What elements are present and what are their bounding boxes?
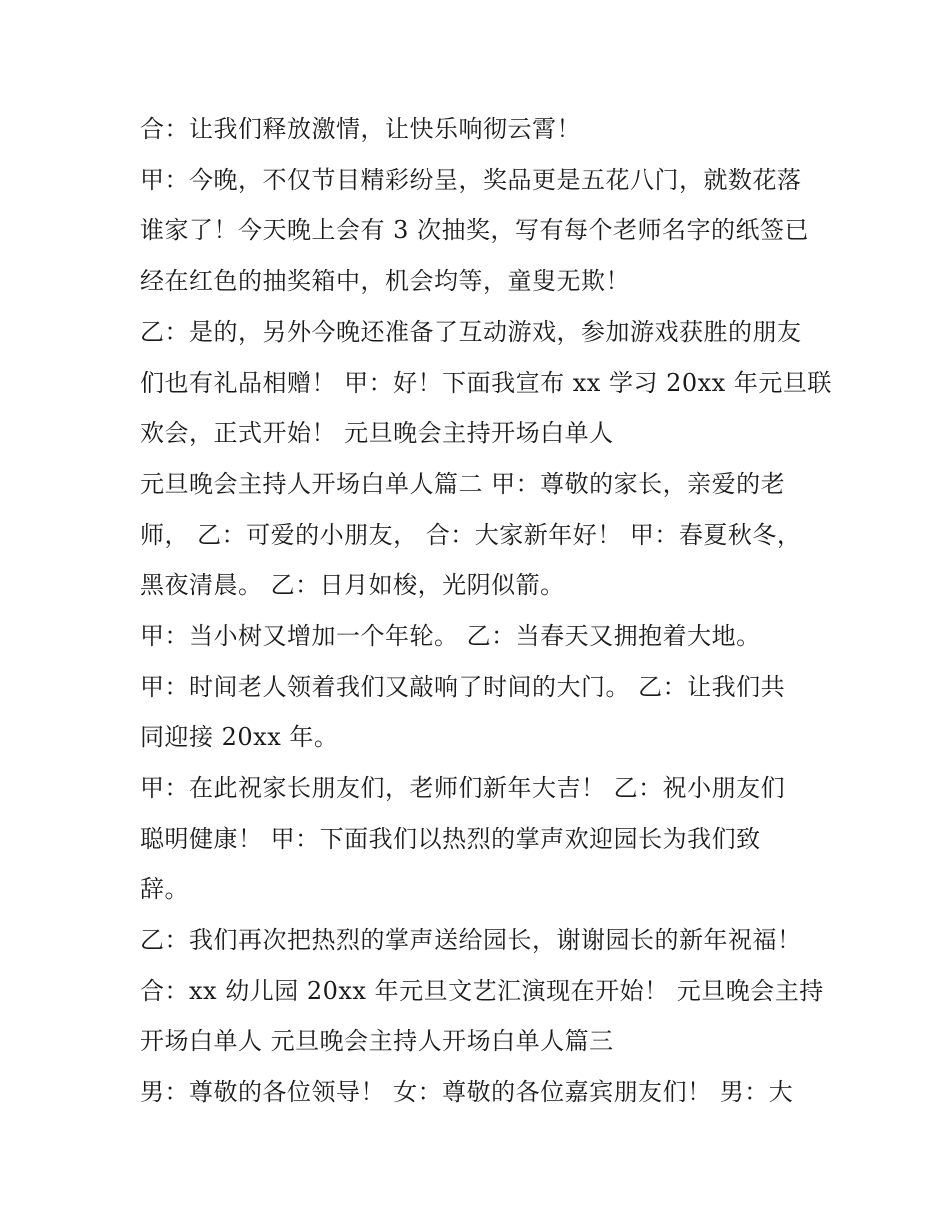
text-line: 合：让我们释放激情，让快乐响彻云霄！ bbox=[140, 115, 581, 143]
text-line: 甲：当小树又增加一个年轮。 乙：当春天又拥抱着大地。 bbox=[140, 622, 761, 650]
text-line: 开场白单人 元旦晚会主持人开场白单人篇三 bbox=[140, 1027, 614, 1055]
text-line: 黑夜清晨。 乙：日月如梭，光阴似箭。 bbox=[140, 571, 565, 599]
text-line: 甲：时间老人领着我们又敲响了时间的大门。 乙：让我们共 bbox=[140, 673, 786, 701]
text-line: 乙：是的，另外今晚还准备了互动游戏，参加游戏获胜的朋友 bbox=[140, 318, 802, 346]
section-heading-line: 元旦晚会主持人开场白单人篇二 甲：尊敬的家长，亲爱的老 bbox=[140, 470, 786, 498]
text-line: 聪明健康！ 甲：下面我们以热烈的掌声欢迎园长为我们致 bbox=[140, 825, 761, 853]
text-line: 师， 乙：可爱的小朋友， 合：大家新年好！ 甲：春夏秋冬， bbox=[140, 521, 802, 549]
text-line: 们也有礼品相赠！ 甲：好！下面我宣布 xx 学习 20xx 年元旦联 bbox=[140, 369, 832, 397]
text-line: 同迎接 20xx 年。 bbox=[140, 723, 339, 751]
text-line: 欢会，正式开始！ 元旦晚会主持开场白单人 bbox=[140, 419, 614, 447]
text-line: 合：xx 幼儿园 20xx 年元旦文艺汇演现在开始！ 元旦晚会主持 bbox=[140, 977, 824, 1005]
text-line: 谁家了！今天晚上会有 3 次抽奖，写有每个老师名字的纸签已 bbox=[140, 216, 810, 244]
text-line: 乙：我们再次把热烈的掌声送给园长，谢谢园长的新年祝福！ bbox=[140, 926, 802, 954]
text-line: 男：尊敬的各位领导！ 女：尊敬的各位嘉宾朋友们！ 男：大 bbox=[140, 1078, 794, 1106]
text-line: 甲：在此祝家长朋友们，老师们新年大吉！ 乙：祝小朋友们 bbox=[140, 774, 786, 802]
text-line: 辞。 bbox=[140, 875, 189, 903]
text-line: 甲：今晚，不仅节目精彩纷呈，奖品更是五花八门，就数花落 bbox=[140, 166, 802, 194]
text-line: 经在红色的抽奖箱中，机会均等，童叟无欺！ bbox=[140, 267, 630, 295]
